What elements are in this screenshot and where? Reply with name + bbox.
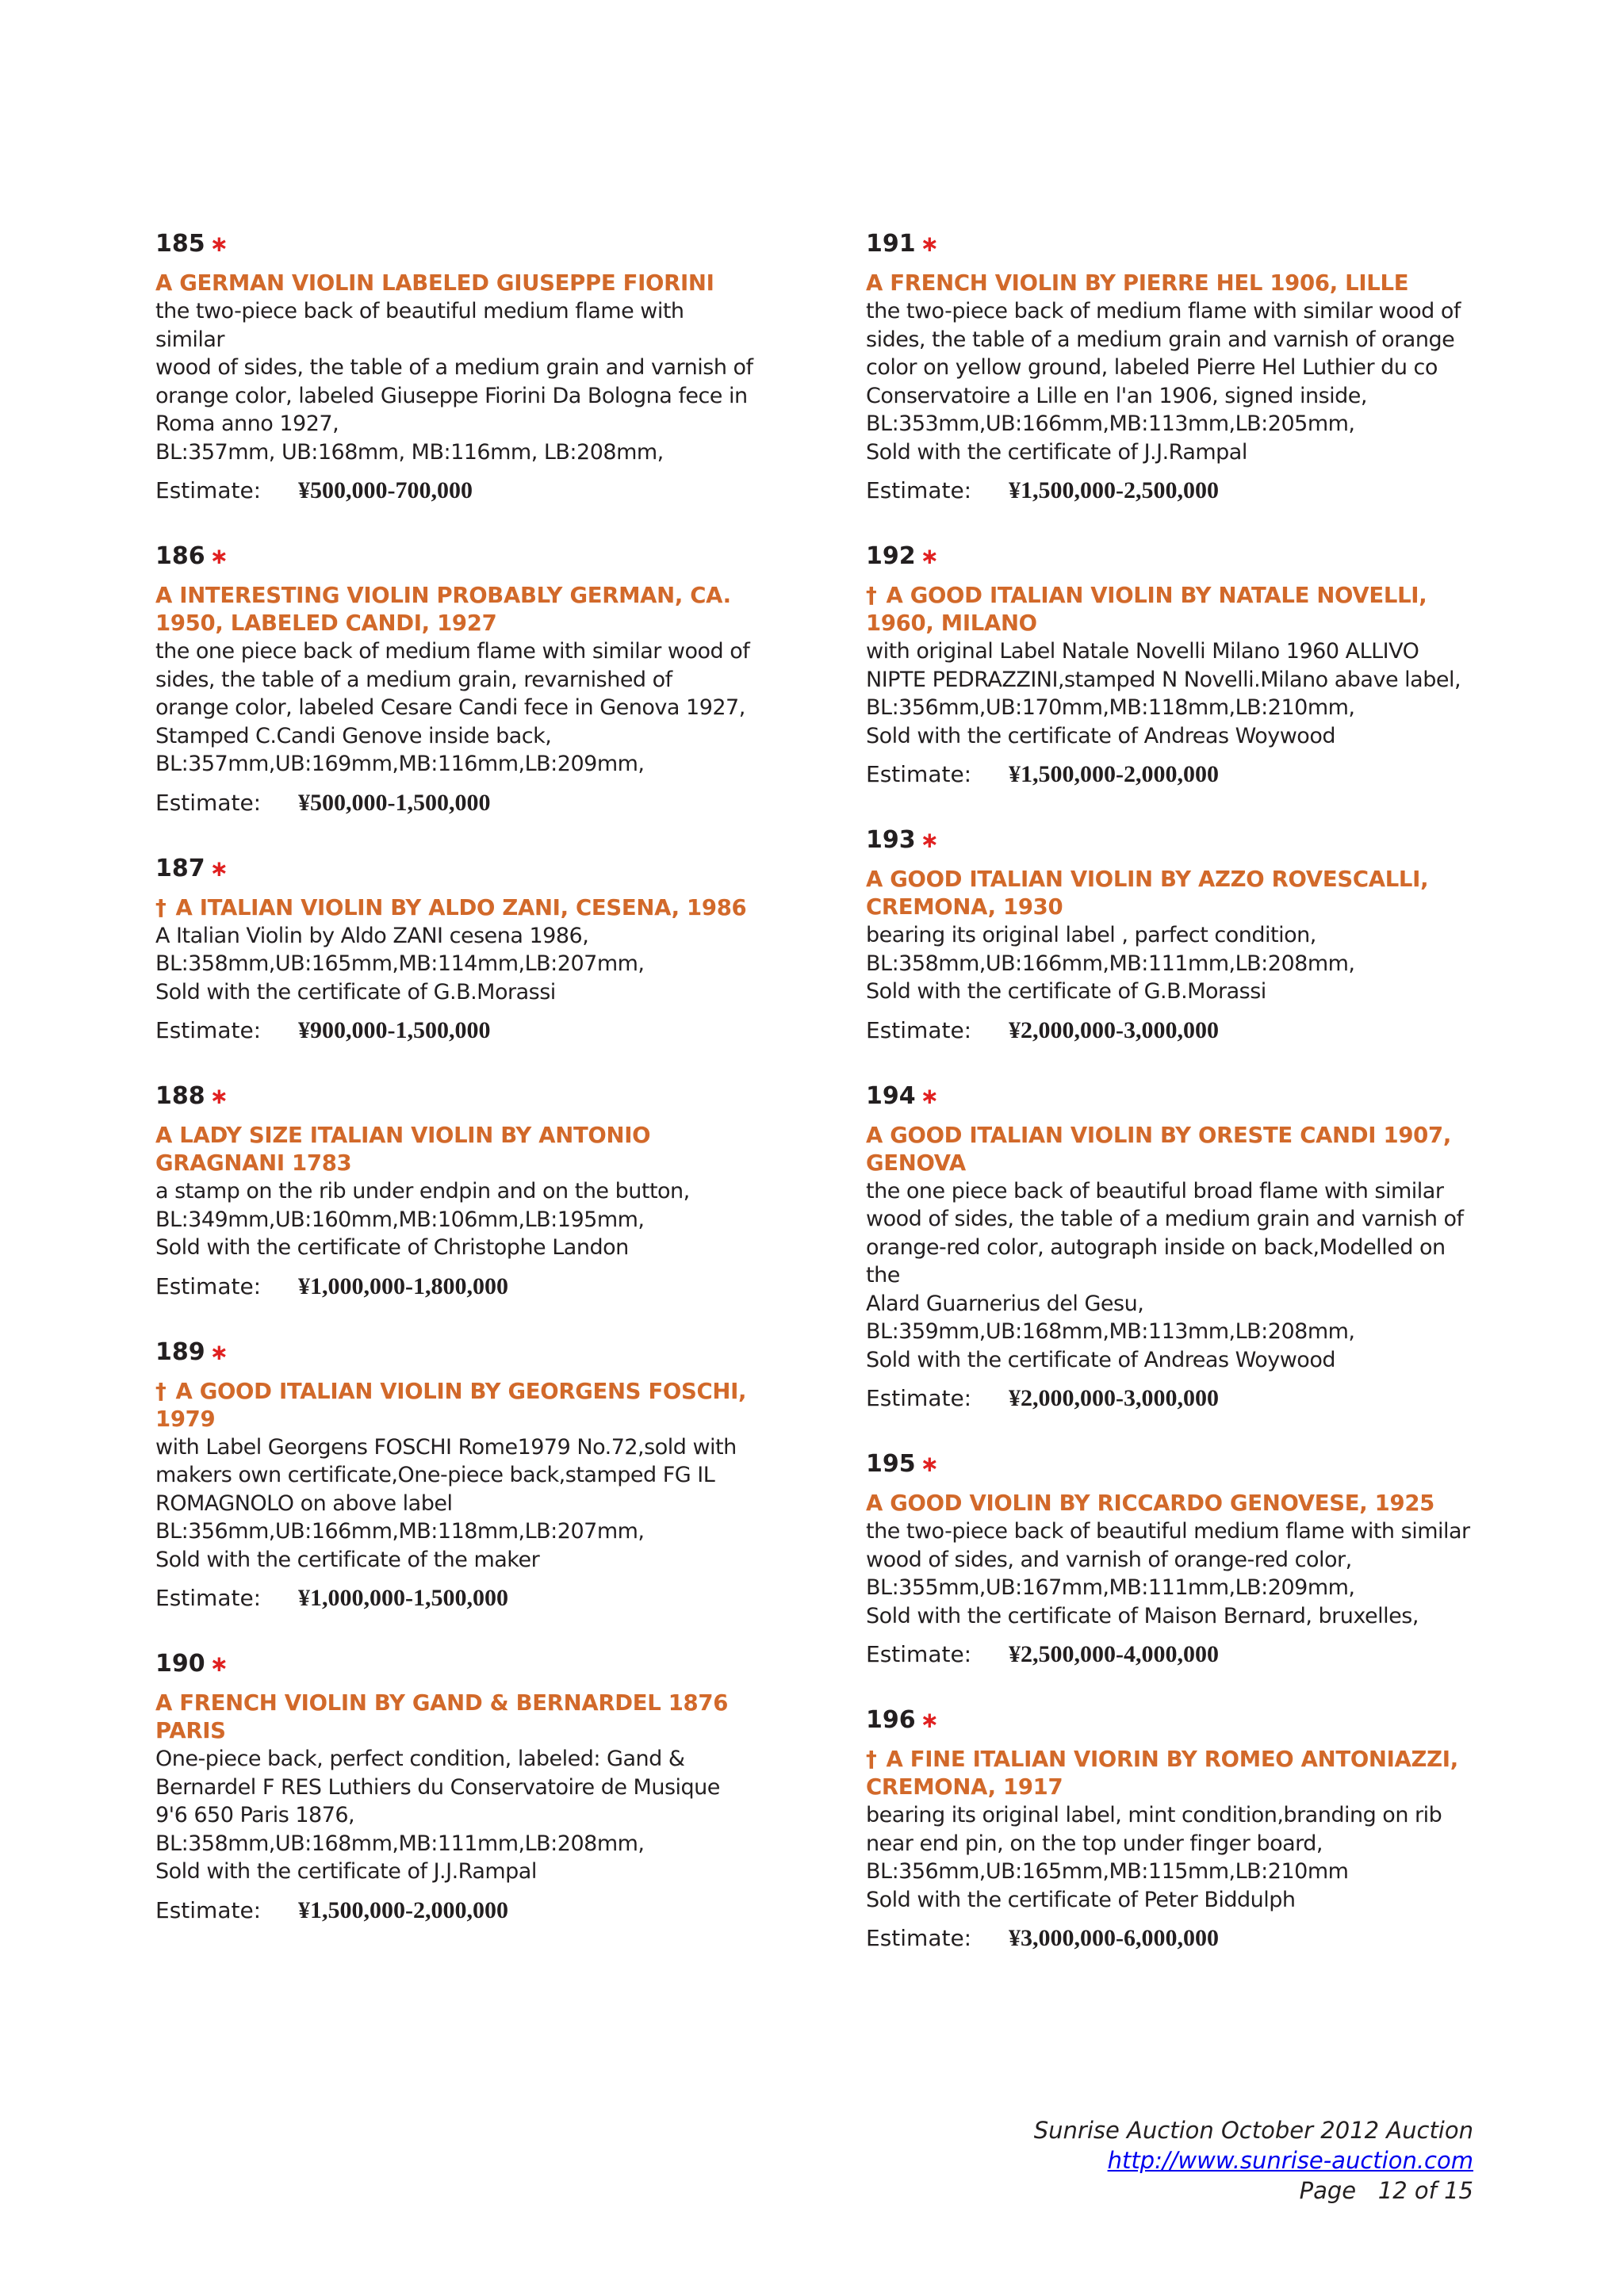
lot-entry — [866, 1705, 1484, 1954]
lot-entry — [155, 1648, 758, 1926]
lot-entry — [866, 825, 1484, 1046]
lot-entry — [155, 1337, 758, 1614]
estimate-value: ¥2,000,000-3,000,000 — [1009, 1016, 1219, 1043]
lot-entry — [866, 1081, 1484, 1414]
lot-number — [155, 1648, 758, 1680]
lot-number-text: 190 — [155, 1650, 205, 1678]
estimate-value: ¥3,000,000-6,000,000 — [1009, 1925, 1219, 1951]
lot-description: the two-piece back of medium flame with similar wood of sides, the table of a medium grain and varnish of orange color on yellow ground, labeled Pierre Hel Luthier du co Conservatoire a Lille en l'an 1906, signed inside, BL:353mm,UB:166mm,MB:113mm,LB:205mm, Sold with the certificate of J.J.Rampal — [866, 299, 1461, 465]
lot-title-text: A FRENCH VIOLIN BY PIERRE HEL 1906, LILLE — [866, 270, 1409, 296]
estimate-label: Estimate: — [155, 477, 262, 503]
lot-description: the two-piece back of beautiful medium flame with similar wood of sides, and varnish of orange-red color, BL:355mm,UB:167mm,MB:111mm,LB:209mm, Sold with the certificate of Maison Bernard, bruxelles, — [866, 1519, 1470, 1628]
dagger-icon: † — [155, 894, 167, 920]
estimate-label: Estimate: — [866, 1385, 972, 1411]
lot-entry — [155, 1081, 758, 1302]
lot-title — [866, 582, 1484, 637]
lot-number — [155, 1337, 758, 1368]
lot-estimate — [866, 1383, 1484, 1414]
lot-description: with Label Georgens FOSCHI Rome1979 No.72,sold with makers own certificate,One-piece back,stamped FG IL ROMAGNOLO on above label BL:356mm,UB:166mm,MB:118mm,LB:207mm, Sold with the certificate of the maker — [155, 1434, 737, 1572]
dagger-icon: † — [866, 1747, 877, 1772]
dagger-icon: † — [866, 583, 877, 608]
lot-entry — [155, 853, 758, 1047]
lot-title-text: A FRENCH VIOLIN BY GAND & BERNARDEL 1876 PARIS — [155, 1690, 729, 1743]
lot-title-text: A GOOD ITALIAN VIOLIN BY ORESTE CANDI 1907, GENOVA — [866, 1122, 1451, 1176]
estimate-label: Estimate: — [866, 761, 972, 787]
lot-number — [866, 1448, 1484, 1480]
lot-number-text: 186 — [155, 542, 205, 570]
lot-title — [866, 270, 1484, 297]
estimate-label: Estimate: — [155, 1585, 262, 1611]
auction-name: Sunrise Auction October 2012 Auction — [1033, 2117, 1473, 2144]
lot-estimate — [866, 476, 1484, 506]
asterisk-icon: ∗ — [920, 231, 940, 257]
lot-description: the one piece back of beautiful broad flame with similar wood of sides, the table of a medium grain and varnish of orange-red color, autograph inside on back,Modelled on the Alard Guarnerius del Gesu, BL:359mm,UB:168mm,MB:113mm,LB:208mm, Sold with the certificate of Andreas Woywood — [866, 1178, 1464, 1372]
lot-entry — [155, 228, 758, 506]
lot-estimate — [866, 1016, 1484, 1046]
lot-title — [155, 270, 758, 297]
lot-number-text: 192 — [866, 542, 916, 570]
page-number — [1034, 2175, 1473, 2206]
right-column — [866, 228, 1484, 1988]
auction-website-link[interactable]: http://www.sunrise-auction.com — [1107, 2147, 1473, 2174]
lot-title — [155, 1122, 758, 1177]
lot-description: A Italian Violin by Aldo ZANI cesena 1986, BL:358mm,UB:165mm,MB:114mm,LB:207mm, Sold with the certificate of G.B.Morassi — [155, 923, 645, 1004]
lot-number — [155, 853, 758, 885]
lot-number-text: 196 — [866, 1706, 916, 1734]
lot-estimate — [155, 476, 758, 506]
asterisk-icon: ∗ — [209, 1083, 229, 1109]
lot-number — [155, 228, 758, 260]
lot-title — [155, 582, 758, 637]
lot-number-text: 185 — [155, 230, 205, 258]
estimate-value: ¥1,000,000-1,500,000 — [298, 1585, 508, 1611]
lot-number-text: 189 — [155, 1337, 205, 1366]
estimate-value: ¥900,000-1,500,000 — [298, 1017, 491, 1043]
lot-entry — [155, 541, 758, 818]
lot-number — [866, 1705, 1484, 1736]
lot-number-text: 188 — [155, 1082, 205, 1110]
asterisk-icon: ∗ — [209, 231, 229, 257]
lot-title-text: A LADY SIZE ITALIAN VIOLIN BY ANTONIO GRAGNANI 1783 — [155, 1123, 651, 1176]
lot-description: with original Label Natale Novelli Milano 1960 ALLIVO NIPTE PEDRAZZINI,stamped N Novelli.Milano abave label, BL:356mm,UB:170mm,MB:118mm,LB:210mm, Sold with the certificate of Andreas Woywood — [866, 639, 1461, 748]
dagger-icon: † — [155, 1378, 167, 1404]
lot-description: the two-piece back of beautiful medium flame with similar wood of sides, the table of a medium grain and varnish of orange color, labeled Giuseppe Fiorini Da Bologna fece in Roma anno 1927, BL:357mm, UB:168mm, MB:116mm, LB:208mm, — [155, 299, 753, 465]
estimate-value: ¥1,500,000-2,000,000 — [1009, 761, 1219, 787]
lot-estimate — [155, 1272, 758, 1302]
lot-number — [866, 1081, 1484, 1112]
lot-estimate — [155, 788, 758, 818]
estimate-label: Estimate: — [155, 1896, 262, 1923]
lot-number-text: 193 — [866, 826, 916, 854]
lot-number — [866, 541, 1484, 572]
lot-title — [866, 1746, 1484, 1801]
lot-estimate — [155, 1896, 758, 1926]
lot-title-text: A GOOD ITALIAN VIOLIN BY GEORGENS FOSCHI, 1979 — [155, 1378, 747, 1432]
lot-title — [866, 1122, 1484, 1177]
lot-estimate — [866, 760, 1484, 790]
estimate-label: Estimate: — [866, 1925, 972, 1951]
asterisk-icon: ∗ — [209, 1338, 229, 1365]
asterisk-icon: ∗ — [209, 543, 229, 569]
estimate-value: ¥1,500,000-2,500,000 — [1009, 477, 1219, 503]
lot-description: a stamp on the rib under endpin and on the button, BL:349mm,UB:160mm,MB:106mm,LB:195mm, Sold with the certificate of Christophe Landon — [155, 1179, 690, 1260]
lot-number-text: 194 — [866, 1081, 916, 1110]
estimate-label: Estimate: — [155, 789, 262, 816]
lot-estimate — [866, 1640, 1484, 1670]
estimate-value: ¥1,500,000-2,000,000 — [298, 1896, 508, 1923]
asterisk-icon: ∗ — [920, 827, 940, 853]
lot-title — [155, 894, 758, 922]
lot-number — [155, 1081, 758, 1112]
lot-description: bearing its original label , parfect condition, BL:358mm,UB:166mm,MB:111mm,LB:208mm, Sold with the certificate of G.B.Morassi — [866, 923, 1355, 1004]
lot-title-text: A ITALIAN VIOLIN BY ALDO ZANI, CESENA, 1986 — [175, 894, 747, 920]
page-count: 12 of 15 — [1377, 2177, 1473, 2204]
estimate-label: Estimate: — [155, 1017, 262, 1043]
lot-number-text: 187 — [155, 854, 205, 882]
lot-description: the one piece back of medium flame with similar wood of sides, the table of a medium grain, revarnished of orange color, labeled Cesare Candi fece in Genova 1927, Stamped C.Candi Genove inside back, BL:357mm,UB:169mm,MB:116mm,LB:209mm, — [155, 639, 750, 776]
lot-title-text: A FINE ITALIAN VIORIN BY ROMEO ANTONIAZZI, CREMONA, 1917 — [866, 1747, 1458, 1800]
estimate-label: Estimate: — [155, 1272, 262, 1299]
lot-title — [866, 1490, 1484, 1517]
lot-title-text: A GERMAN VIOLIN LABELED GIUSEPPE FIORINI — [155, 270, 714, 296]
lot-number-text: 191 — [866, 230, 916, 258]
estimate-label: Estimate: — [866, 1016, 972, 1043]
lot-entry — [866, 1448, 1484, 1670]
lot-title-text: A GOOD ITALIAN VIOLIN BY AZZO ROVESCALLI, CREMONA, 1930 — [866, 867, 1429, 920]
estimate-value: ¥2,000,000-3,000,000 — [1009, 1385, 1219, 1411]
asterisk-icon: ∗ — [920, 1707, 940, 1733]
lot-title-text: A GOOD ITALIAN VIOLIN BY NATALE NOVELLI, 1960, MILANO — [866, 583, 1427, 636]
lot-title — [155, 1689, 758, 1745]
lot-title-text: A INTERESTING VIOLIN PROBABLY GERMAN, CA. 1950, LABELED CANDI, 1927 — [155, 583, 731, 636]
lot-title-text: A GOOD VIOLIN BY RICCARDO GENOVESE, 1925 — [866, 1490, 1435, 1516]
lot-entry — [866, 228, 1484, 506]
lot-description: bearing its original label, mint condition,branding on rib near end pin, on the top under finger board, BL:356mm,UB:165mm,MB:115mm,LB:210mm Sold with the certificate of Peter Biddulph — [866, 1803, 1442, 1912]
asterisk-icon: ∗ — [920, 1451, 940, 1477]
lot-estimate — [155, 1583, 758, 1613]
lot-number — [866, 825, 1484, 856]
lot-number — [155, 541, 758, 572]
lot-estimate — [155, 1016, 758, 1046]
page-footer — [1034, 2115, 1473, 2206]
left-column — [155, 228, 758, 1961]
lot-entry — [866, 541, 1484, 790]
lot-estimate — [866, 1923, 1484, 1954]
asterisk-icon: ∗ — [920, 543, 940, 569]
estimate-value: ¥500,000-1,500,000 — [298, 789, 491, 816]
estimate-value: ¥2,500,000-4,000,000 — [1009, 1641, 1219, 1667]
lot-number-text: 195 — [866, 1450, 916, 1478]
lot-title — [866, 866, 1484, 921]
lot-description: One-piece back, perfect condition, labeled: Gand & Bernardel F RES Luthiers du Conservatoire de Musique 9'6 650 Paris 1876, BL:358mm,UB:168mm,MB:111mm,LB:208mm, Sold with the certificate of J.J.Rampal — [155, 1747, 720, 1884]
asterisk-icon: ∗ — [920, 1082, 940, 1109]
lot-title — [155, 1378, 758, 1433]
lot-number — [866, 228, 1484, 260]
estimate-label: Estimate: — [866, 477, 972, 503]
asterisk-icon: ∗ — [209, 855, 229, 882]
estimate-value: ¥500,000-700,000 — [298, 477, 473, 503]
asterisk-icon: ∗ — [209, 1651, 229, 1677]
estimate-value: ¥1,000,000-1,800,000 — [298, 1272, 508, 1299]
page-label: Page — [1299, 2177, 1357, 2204]
estimate-label: Estimate: — [866, 1641, 972, 1667]
